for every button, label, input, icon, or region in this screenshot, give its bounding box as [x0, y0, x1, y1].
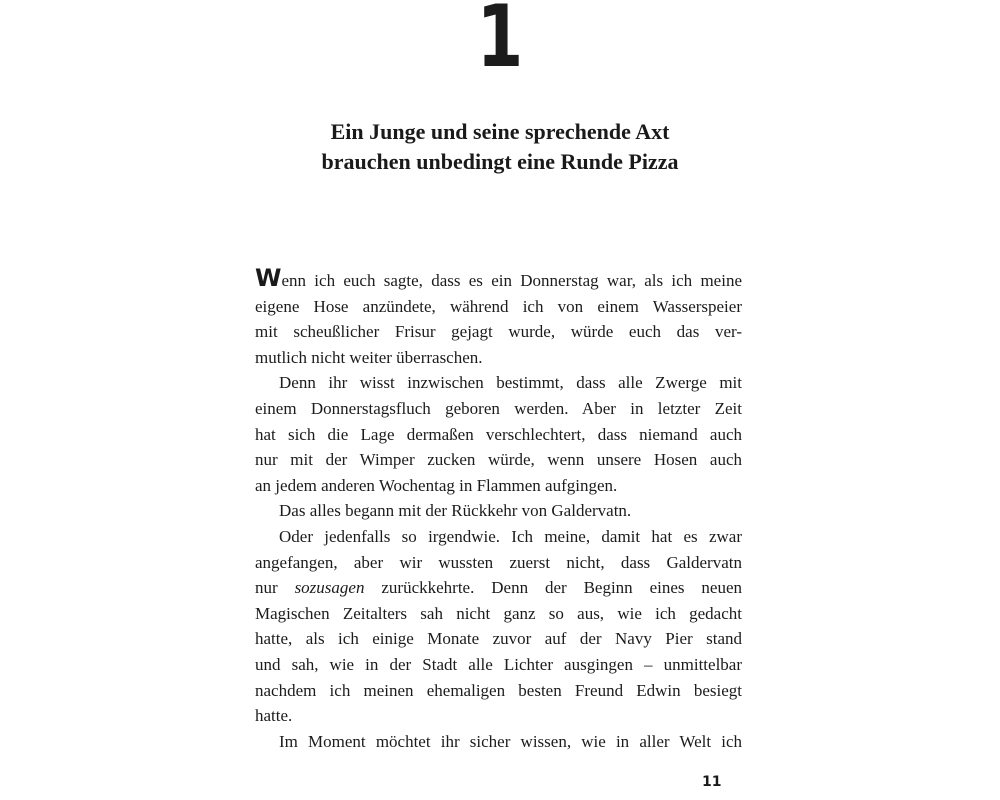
body-text	[255, 266, 742, 754]
text-line: Das alles begann mit der Rückkehr von Galdervatn.	[279, 501, 632, 521]
text-line: an jedem anderen Wochentag in Flammen aufgingen.	[255, 475, 618, 495]
text-line: angefangen, aber wir wussten zuerst nicht, dass Galdervatn	[255, 552, 742, 572]
chapter-title	[0, 117, 1000, 177]
text-line: hat sich die Lage dermaßen verschlechtert, dass niemand auch	[255, 424, 742, 444]
drop-cap: W	[255, 264, 282, 292]
text-line: Denn ihr wisst inzwischen bestimmt, dass alle Zwerge mit	[279, 373, 742, 393]
text-line: nur mit der Wimper zucken würde, wenn unsere Hosen auch	[255, 450, 742, 470]
chapter-number: 1	[476, 0, 524, 87]
text-line: nur sozusagen zurückkehrte. Denn der Beginn eines neuen	[255, 578, 742, 598]
text-line: nachdem ich meinen ehemaligen besten Freund Edwin besiegt	[255, 680, 742, 700]
text-line: und sah, wie in der Stadt alle Lichter ausgingen – unmittelbar	[255, 654, 742, 674]
text-line: hatte.	[255, 706, 293, 726]
chapter-title-line-2: brauchen unbedingt eine Runde Pizza	[321, 149, 679, 174]
text-line: hatte, als ich einige Monate zuvor auf der Navy Pier stand	[255, 629, 742, 649]
text-line: Oder jedenfalls so irgendwie. Ich meine, damit hat es zwar	[279, 526, 742, 546]
text-line: mit scheußlicher Frisur gejagt wurde, würde euch das ver-	[255, 322, 742, 342]
text-line: eigene Hose anzündete, während ich von einem Wasserspeier	[255, 296, 742, 316]
text-line: einem Donnerstagsfluch geboren werden. Aber in letzter Zeit	[255, 398, 742, 418]
italic-word: sozusagen	[294, 578, 365, 598]
text-line: Wenn ich euch sagte, dass es ein Donnerstag war, als ich meine	[255, 264, 742, 292]
text-line: Im Moment möchtet ihr sicher wissen, wie in aller Welt ich	[279, 731, 742, 751]
text-line: Magischen Zeitalters sah nicht ganz so aus, wie ich gedacht	[255, 603, 742, 623]
text-line: mutlich nicht weiter überraschen.	[255, 347, 483, 367]
page-number: 11	[702, 774, 722, 790]
chapter-title-line-1: Ein Junge und seine sprechende Axt	[330, 119, 670, 144]
